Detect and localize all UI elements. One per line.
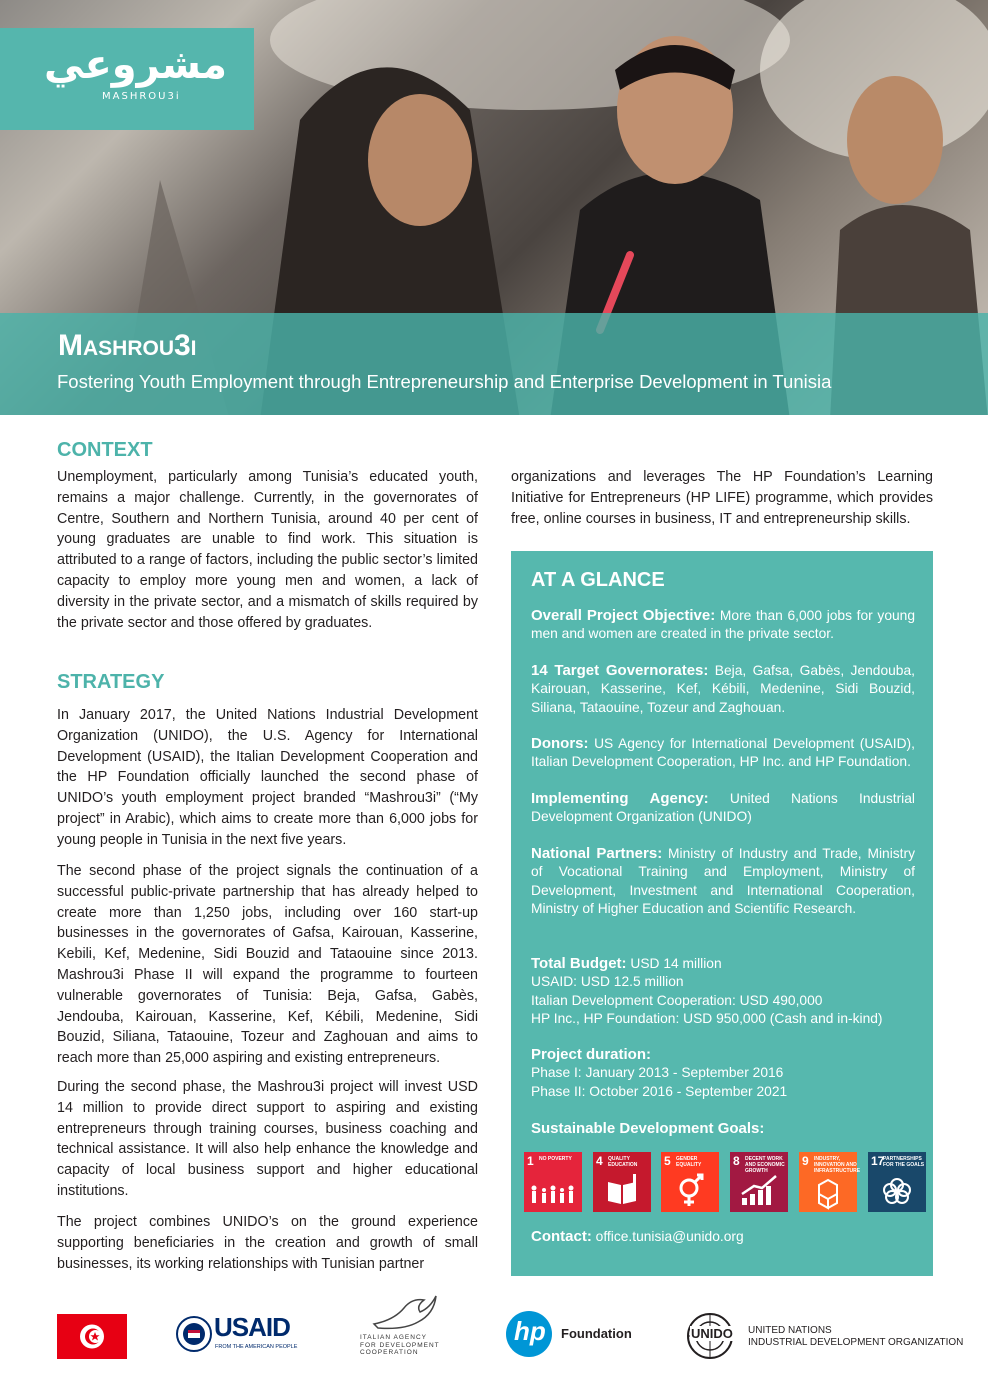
partners-text: Ministry of Industry and Trade, Ministry of Vocational Training and Employment, Ministry of Development, Investment and International Cooperation, Ministry of Higher Education and Scientific Research. [531, 846, 915, 917]
sdg-number: 1 [527, 1154, 534, 1168]
context-text: Unemployment, particularly among Tunisia’s educated youth, remains a major challenge. Currently, in the governorates of Centre, Southern and Northern Tunisia, around 40 per cent of young graduates are unable to find work. This situation is attributed to a range of factors, including the public sector’s limited capacity to employ more young men and women, a lack of diversity in the private sector, and a mismatch of skills required by the private sector and those offered by graduates. [57, 469, 478, 631]
usaid-tagline: FROM THE AMERICAN PEOPLE [215, 1344, 298, 1350]
budget-block [531, 955, 915, 1029]
sdg-number: 17 [871, 1154, 885, 1168]
page-subtitle: Fostering Youth Employment through Entrepreneurship and Enterprise Development in Tunisia [57, 371, 832, 392]
duration-block [531, 1046, 915, 1101]
sdg-block [531, 1120, 915, 1138]
sdg-number: 8 [733, 1154, 740, 1168]
hp-foundation-logo [505, 1310, 635, 1360]
donors-text: US Agency for International Development (USAID), Italian Development Cooperation, HP Inc. and HP Foundation. [531, 736, 915, 770]
strategy-paragraph-4-continued: organizations and leverages The HP Foundation’s Learning Initiative for Entrepreneurs (HP LIFE) programme, which provides free, online courses in business, IT and entrepreneurship skills. [511, 469, 933, 527]
sdg-icons [524, 1152, 926, 1214]
objective-block [531, 607, 915, 644]
governorates-label: 14 Target Governorates: [531, 662, 709, 679]
governorates-text: Beja, Gafsa, Gabès, Jendouba, Kairouan, Kasserine, Kef, Kébili, Medenine, Sidi Bouzid, Siliana, Tataouine, Tozeur and Zaghouan. [531, 663, 915, 715]
duration-phase-1: Phase I: January 2013 - September 2016 [531, 1065, 784, 1081]
at-a-glance-box [511, 551, 933, 1276]
unido-line-2: INDUSTRIAL DEVELOPMENT ORGANIZATION [748, 1337, 964, 1348]
sdg-label: GENDER EQUALITY [676, 1156, 702, 1168]
duration-phase-2: Phase II: October 2016 - September 2021 [531, 1083, 788, 1099]
hp-wordmark: hp [514, 1316, 546, 1346]
objective-text: More than 6,000 jobs for young men and women are created in the private sector. [531, 608, 916, 642]
usaid-logo [176, 1312, 298, 1360]
strategy-paragraph-1: In January 2017, the United Nations Industrial Development Organization (UNIDO), the U.S. Agency for International Development (USAID), the Italian Development Cooperation and the HP Foundation officially launched the second phase of UNIDO’s youth employment project branded “Mashrou3i” (“My project” in Arabic), which aims to create more than 6,000 jobs for young people in Tunisia in the next five years. [57, 707, 478, 848]
sdg-label: DECENT WORK AND ECONOMIC GROWTH [745, 1156, 785, 1174]
unido-wordmark: UNIDO [691, 1326, 733, 1341]
sdg-9-industry-innovation-icon [799, 1152, 861, 1212]
unido-logo [684, 1310, 964, 1362]
italian-line-1: ITALIAN AGENCY [360, 1334, 427, 1341]
page-title: Mashrou3i [58, 329, 197, 362]
hp-foundation-text: Foundation [561, 1326, 632, 1341]
context-heading: CONTEXT [57, 439, 153, 461]
sdg-8-decent-work-icon [730, 1152, 788, 1212]
contact-label: Contact: [531, 1228, 592, 1245]
sdg-17-partnerships-icon [868, 1152, 926, 1212]
strategy-paragraph-2: The second phase of the project signals the continuation of a successful public-private partnership that has already helped to create more than 1,250 jobs, including over 160 start-up businesses in the governorates of Gafsa, Kairouan, Kasserine, Kebili, Kef, Medenine, Sidi Bouzid and Tataouine since 2013. Mashrou3i Phase II will expand the programme to fourteen vulnerable governorates of Tunisia: Beja, Gafsa, Gabès, Jendouba, Kairouan, Kasserine, Kef, Kébili, Medenine, Sidi Bouzid, Siliana, Tataouine, Tozeur and Zaghouan and aims to reach more than 25,000 aspiring and existing entrepreneurs. [57, 863, 478, 1067]
dove-icon [364, 1294, 444, 1334]
governorates-block [531, 662, 915, 717]
objective-label: Overall Project Objective: [531, 607, 716, 624]
partners-block [531, 845, 915, 919]
budget-line-hp: HP Inc., HP Foundation: USD 950,000 (Cash and in-kind) [531, 1011, 883, 1027]
sdg-label: INDUSTRY, INNOVATION AND INFRASTRUCTURE [814, 1156, 861, 1174]
contact-block [531, 1228, 915, 1246]
donors-label: Donors: [531, 735, 589, 752]
contact-email-link[interactable]: office.tunisia@unido.org [595, 1229, 744, 1244]
partner-logos [0, 1290, 988, 1400]
sdg-1-no-poverty-icon [524, 1152, 582, 1212]
usaid-seal-icon [176, 1316, 212, 1352]
duration-label: Project duration: [531, 1046, 652, 1063]
budget-label: Total Budget: [531, 955, 627, 972]
agency-label: Implementing Agency: [531, 790, 709, 807]
title-banner [0, 313, 988, 415]
strategy-paragraph-3: During the second phase, the Mashrou3i project will invest USD 14 million to provide direct support to aspiring and existing entrepreneurs through training courses, business coaching and technical assistance. It will also help enhance the knowledge and capacity of local business support and higher educational institutions. [57, 1079, 478, 1199]
partners-label: National Partners: [531, 845, 663, 862]
italian-line-3: COOPERATION [360, 1349, 419, 1356]
strategy-heading: STRATEGY [57, 671, 165, 693]
sdg-4-quality-education-icon [593, 1152, 651, 1212]
agency-block [531, 790, 915, 827]
brand-latin: MASHROU3i [102, 91, 181, 102]
sdg-label: Sustainable Development Goals: [531, 1120, 765, 1137]
budget-line-italian: Italian Development Cooperation: USD 490,000 [531, 992, 823, 1008]
sdg-number: 9 [802, 1154, 809, 1168]
agency-text: United Nations Industrial Development Organization (UNIDO) [531, 791, 915, 825]
tunisia-flag-icon [57, 1314, 127, 1359]
italian-line-2: FOR DEVELOPMENT [360, 1341, 440, 1349]
usaid-wordmark: USAID [214, 1312, 290, 1342]
sdg-label: QUALITY EDUCATION [608, 1156, 638, 1168]
hero-photo [0, 0, 988, 415]
brand-arabic: مشروعي [44, 42, 228, 88]
budget-text: USD 14 million [630, 956, 722, 971]
budget-line-usaid: USAID: USD 12.5 million [531, 974, 684, 990]
sdg-label: NO POVERTY [539, 1156, 572, 1162]
glance-heading: AT A GLANCE [531, 569, 665, 591]
donors-block [531, 735, 915, 772]
sdg-5-gender-equality-icon [661, 1152, 719, 1212]
italian-agency-name [360, 1334, 440, 1357]
sdg-label: PARTNERSHIPS FOR THE GOALS [883, 1156, 925, 1168]
strategy-paragraph-4: The project combines UNIDO’s on the ground experience supporting beneficiaries in the creation and growth of small businesses, its working relationships with Tunisian partner [57, 1214, 478, 1272]
sdg-number: 4 [596, 1154, 603, 1168]
sdg-number: 5 [664, 1154, 671, 1168]
unido-name [748, 1325, 963, 1349]
unido-line-1: UNITED NATIONS [748, 1325, 832, 1336]
mashrou3i-logo [0, 28, 254, 130]
italian-agency-logo [358, 1294, 448, 1360]
